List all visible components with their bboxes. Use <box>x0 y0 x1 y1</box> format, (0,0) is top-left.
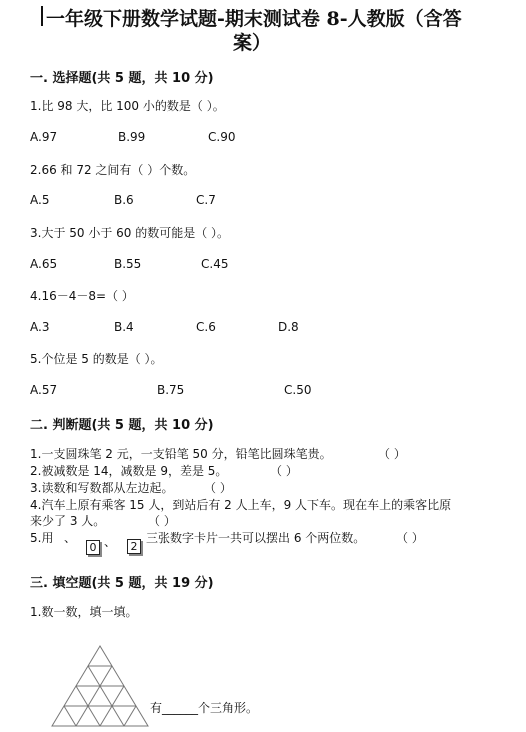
option-b: B.55 <box>114 257 142 271</box>
question-text: 1.比 98 大，比 100 小的数是（ ）。 <box>30 99 225 113</box>
question-text: 4.16－4－8=（ ） <box>30 289 134 303</box>
option-b: B.6 <box>114 193 134 207</box>
answer-paren: （ ） <box>148 514 176 528</box>
section-heading-judge: 二. 判断题(共 5 题，共 10 分) <box>30 418 214 433</box>
option-c: C.6 <box>196 320 216 334</box>
option-a: A.5 <box>30 193 50 207</box>
answer-paren: （ ） <box>378 447 406 461</box>
answer-paren: （ ） <box>396 531 424 545</box>
option-c: C.7 <box>196 193 216 207</box>
option-c: C.45 <box>201 257 229 271</box>
answer-paren: （ ） <box>204 481 232 495</box>
separator-mark: 、 <box>104 535 117 549</box>
grid-line <box>88 666 124 726</box>
judge-item-text: 3.读数和写数都从左边起。 <box>30 481 174 495</box>
option-c: C.90 <box>208 130 236 144</box>
judge-item-text: 2.被减数是 14，减数是 9，差是 5。 <box>30 464 228 478</box>
section-heading-choice: 一. 选择题(共 5 题，共 10 分) <box>30 71 214 86</box>
question-text: 5.个位是 5 的数是（ ）。 <box>30 352 163 366</box>
option-b: B.4 <box>114 320 134 334</box>
grid-line <box>124 706 136 726</box>
number-card-0: 0 <box>86 540 100 555</box>
judge-item-text: 4.汽车上原有乘客 15 人，到站后有 2 人上车，9 人下车。现在车上的乘客比原 <box>30 498 452 512</box>
separator-mark: 、 <box>64 531 77 545</box>
number-card-2: 2 <box>127 539 141 554</box>
option-a: A.65 <box>30 257 58 271</box>
judge-item-text: 来少了 3 人。 <box>30 514 106 528</box>
option-a: A.57 <box>30 383 58 397</box>
doc-title-line2: 案） <box>233 32 272 54</box>
option-a: A.97 <box>30 130 58 144</box>
question-text: 2.66 和 72 之间有（ ）个数。 <box>30 163 196 177</box>
option-b: B.75 <box>157 383 185 397</box>
question-text: 1.数一数，填一填。 <box>30 605 138 619</box>
doc-title-line1: 一年级下册数学试题-期末测试卷 8-人教版（含答 <box>46 8 462 30</box>
option-a: A.3 <box>30 320 50 334</box>
text-cursor <box>41 6 43 26</box>
judge-item-text: 1.一支圆珠笔 2 元，一支铅笔 50 分，铅笔比圆珠笔贵。 <box>30 447 332 461</box>
section-heading-fill: 三. 填空题(共 5 题，共 19 分) <box>30 576 214 591</box>
grid-line <box>64 706 76 726</box>
option-d: D.8 <box>278 320 299 334</box>
question-text: 3.大于 50 小于 60 的数可能是（ ）。 <box>30 226 230 240</box>
grid-line <box>76 666 112 726</box>
answer-blank-text: 有______个三角形。 <box>150 701 259 715</box>
option-b: B.99 <box>118 130 146 144</box>
option-c: C.50 <box>284 383 312 397</box>
answer-paren: （ ） <box>270 464 298 478</box>
judge-item-text: 5.用 <box>30 531 54 545</box>
judge-item-text: 三张数字卡片一共可以摆出 6 个两位数。 <box>146 531 366 545</box>
triangle-figure <box>50 644 150 728</box>
